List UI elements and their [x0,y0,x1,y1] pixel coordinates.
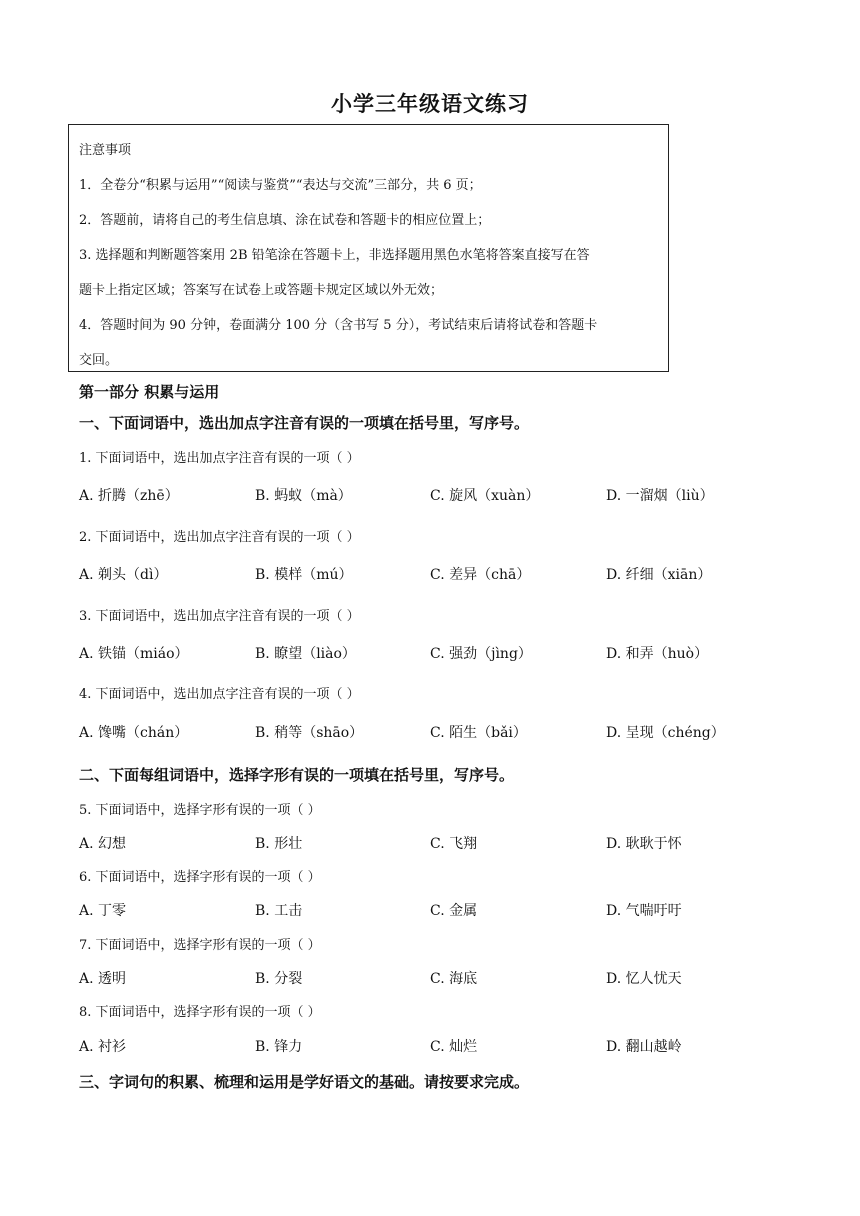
option-d: D. 忆人忧天 [606,971,682,987]
notice-heading: 注意事项 [79,143,132,158]
options-row [79,485,779,507]
option-b: B. 形壮 [255,836,303,852]
notice-box [68,124,669,372]
option-b: B. 工击 [255,903,303,919]
question-stem: 4. 下面词语中，选出加点字注音有误的一项（ ） [79,687,360,702]
notice-line: 4．答题时间为 90 分钟，卷面满分 100 分（含书写 5 分），考试结束后请将试卷和答题卡 [79,318,598,333]
part-heading: 第一部分 积累与运用 [79,383,220,401]
question-stem: 3. 下面词语中，选出加点字注音有误的一项（ ） [79,609,360,624]
section-heading-2: 二、下面每组词语中，选择字形有误的一项填在括号里，写序号。 [79,766,515,784]
option-a: A. 馋嘴（chán） [79,725,189,741]
option-a: A. 透明 [79,971,127,987]
question-stem: 6. 下面词语中，选择字形有误的一项（ ） [79,870,321,885]
option-a: A. 折腾（zhē） [79,488,179,504]
option-c: C. 灿烂 [430,1039,478,1055]
option-c: C. 金属 [430,903,478,919]
option-b: B. 蚂蚁（mà） [255,488,352,504]
option-a: A. 剃头（dì） [79,567,168,583]
options-row [79,968,779,990]
option-d: D. 翻山越岭 [606,1039,682,1055]
option-b: B. 瞭望（liào） [255,646,356,662]
option-a: A. 铁锚（miáo） [79,646,189,662]
option-d: D. 纤细（xiān） [606,567,712,583]
option-d: D. 和弄（huò） [606,646,709,662]
option-c: C. 海底 [430,971,478,987]
question-stem: 7. 下面词语中，选择字形有误的一项（ ） [79,938,321,953]
option-d: D. 呈现（chéng） [606,725,725,741]
notice-line: 交回。 [79,353,119,368]
section-heading-3: 三、字词句的积累、梳理和运用是学好语文的基础。请按要求完成。 [79,1073,530,1091]
options-row [79,833,779,855]
option-d: D. 一溜烟（liù） [606,488,714,504]
option-b: B. 模样（mú） [255,567,353,583]
options-row [79,900,779,922]
question-stem: 5. 下面词语中，选择字形有误的一项（ ） [79,803,321,818]
notice-line: 题卡上指定区域；答案写在试卷上或答题卡规定区域以外无效； [79,283,444,298]
options-row [79,564,779,586]
option-a: A. 衬衫 [79,1039,127,1055]
option-b: B. 锋力 [255,1039,303,1055]
option-a: A. 幻想 [79,836,127,852]
option-d: D. 气喘吁吁 [606,903,682,919]
option-c: C. 差异（chā） [430,567,531,583]
option-b: B. 稍等（shāo） [255,725,364,741]
question-stem: 8. 下面词语中，选择字形有误的一项（ ） [79,1005,321,1020]
option-a: A. 丁零 [79,903,127,919]
question-stem: 2. 下面词语中，选出加点字注音有误的一项（ ） [79,530,360,545]
notice-line: 2．答题前，请将自己的考生信息填、涂在试卷和答题卡的相应位置上； [79,213,491,228]
option-c: C. 陌生（bǎi） [430,725,527,741]
option-c: C. 飞翔 [430,836,478,852]
notice-line: 1．全卷分“积累与运用”“阅读与鉴赏”“表达与交流”三部分，共 6 页； [79,178,482,193]
page-title: 小学三年级语文练习 [331,92,529,116]
section-heading-1: 一、下面词语中，选出加点字注音有误的一项填在括号里，写序号。 [79,414,530,432]
option-c: C. 强劲（jìng） [430,646,532,662]
option-b: B. 分裂 [255,971,303,987]
options-row [79,643,779,665]
option-c: C. 旋风（xuàn） [430,488,540,504]
option-d: D. 耿耿于怀 [606,836,682,852]
options-row [79,1036,779,1058]
question-stem: 1. 下面词语中，选出加点字注音有误的一项（ ） [79,451,360,466]
options-row [79,722,779,744]
notice-line: 3. 选择题和判断题答案用 2B 铅笔涂在答题卡上，非选择题用黑色水笔将答案直接写在答 [79,248,590,263]
